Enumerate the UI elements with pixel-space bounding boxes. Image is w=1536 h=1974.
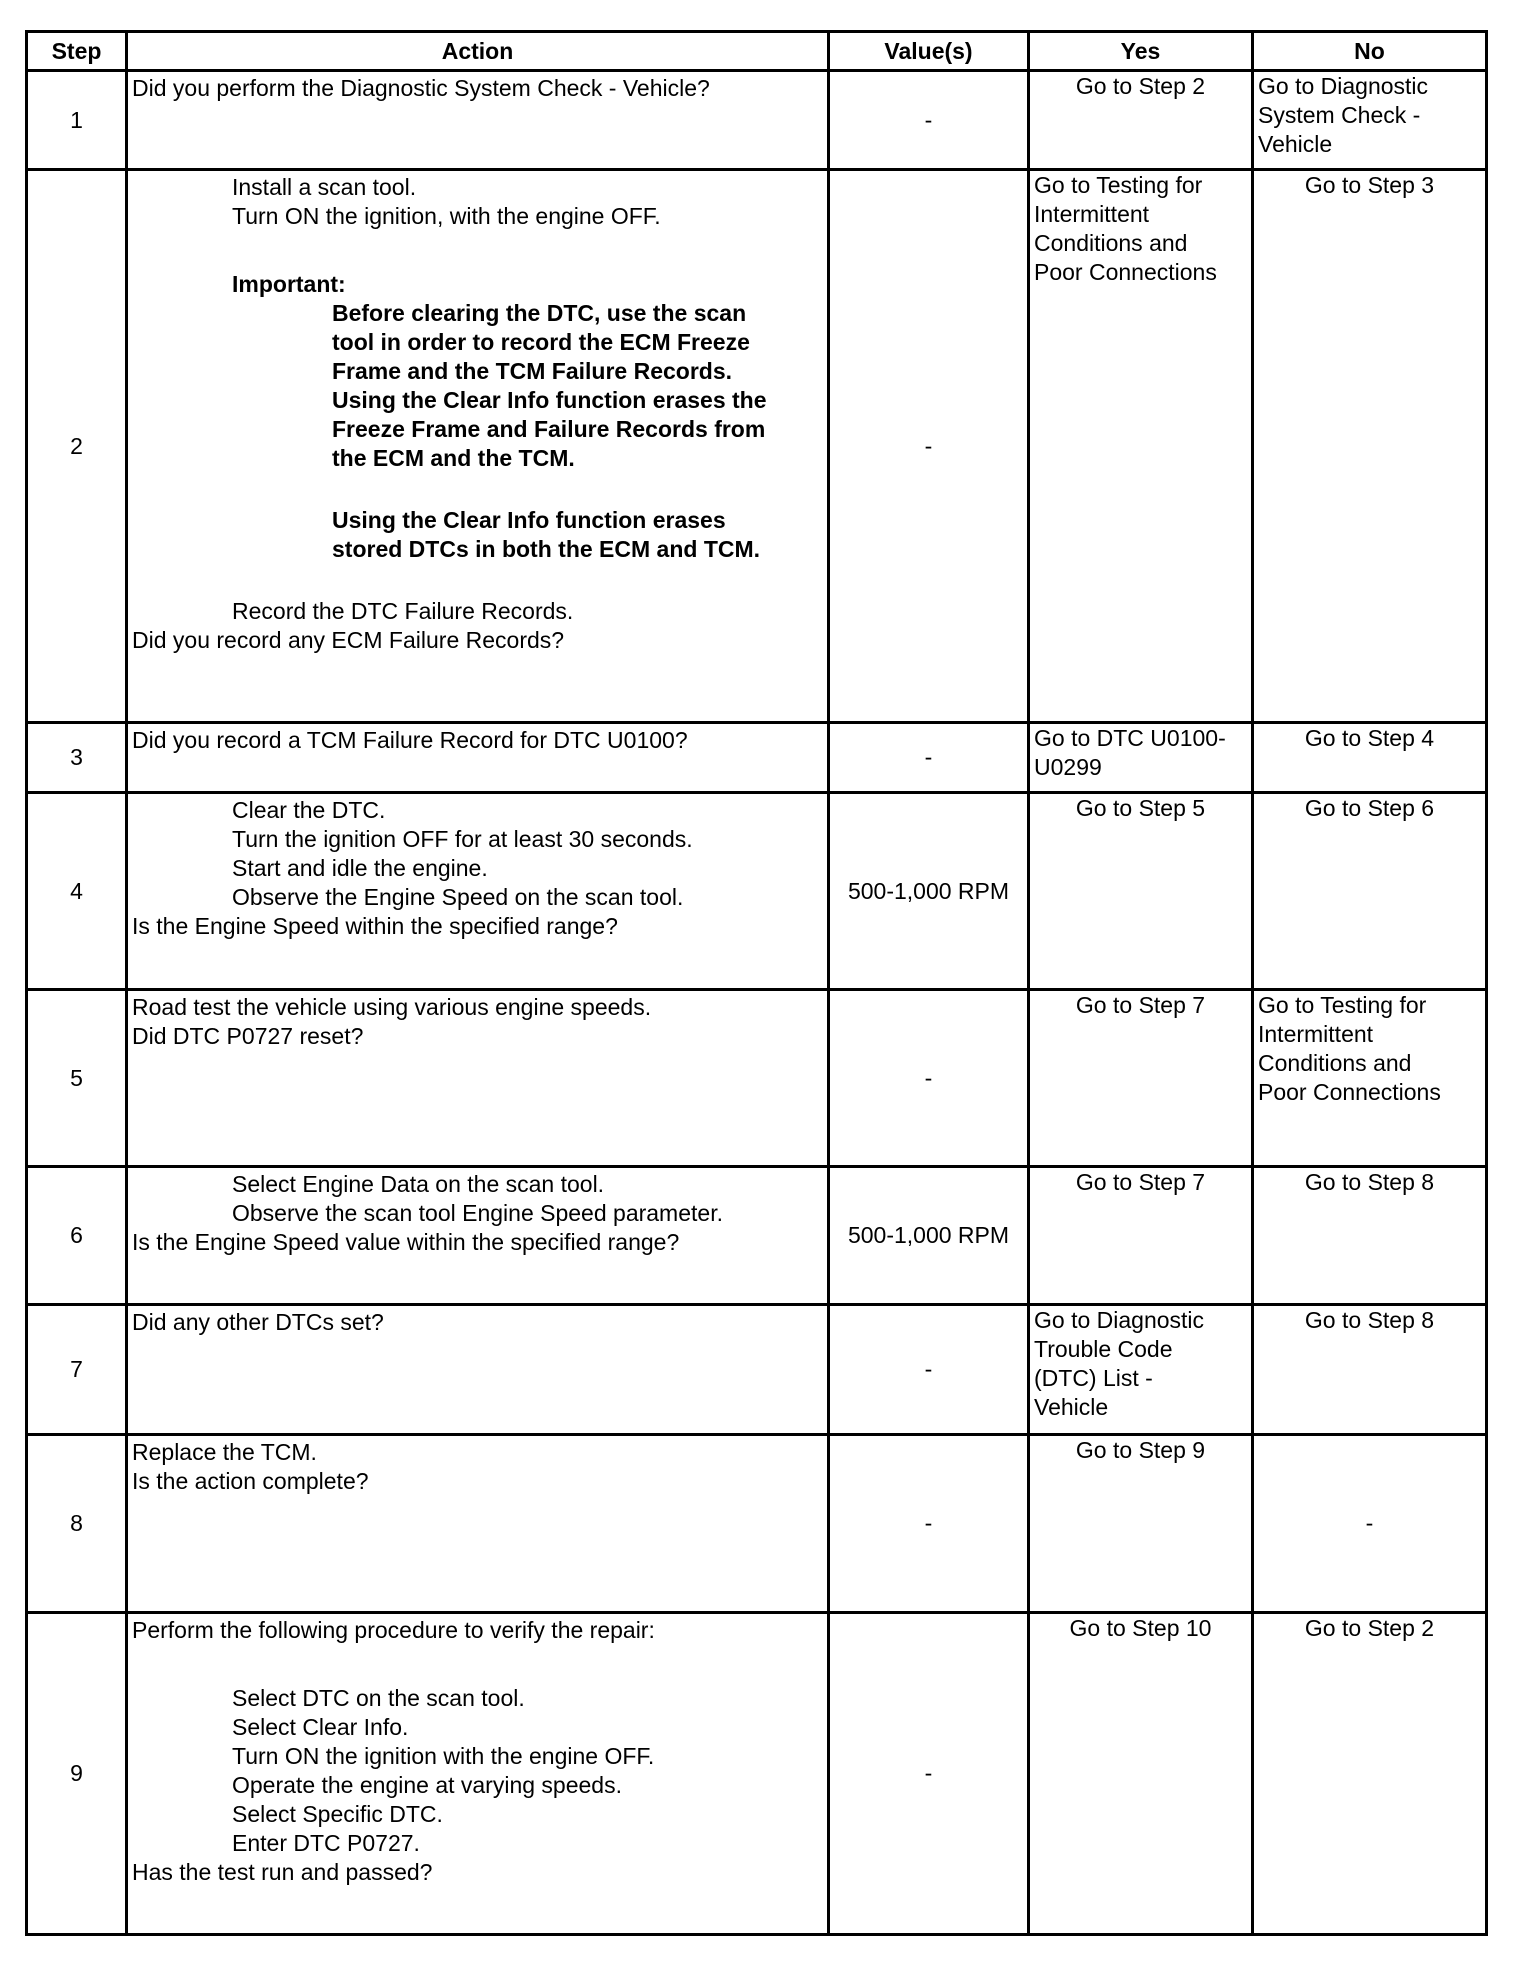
diagnostic-table (25, 30, 1488, 1936)
action-question: Did you record any ECM Failure Records? (132, 627, 565, 653)
action-intro: Road test the vehicle using various engine speeds. (132, 994, 652, 1020)
action-intro: Perform the following procedure to verify the repair: (132, 1617, 655, 1643)
no-target: Go to Step 6 (1304, 795, 1435, 821)
action-question: Has the test run and passed? (132, 1859, 433, 1885)
no-cell (1253, 1167, 1487, 1305)
no-target: Go to Step 3 (1304, 172, 1435, 198)
action-question: Is the Engine Speed value within the specified range? (132, 1229, 680, 1255)
table-row (27, 1167, 1487, 1305)
values-cell: - (829, 723, 1029, 793)
action-steps: Select DTC on the scan tool. Select Clear Info. Turn ON the ignition with the engine OFF. Operate the engine at varying speeds. Select Specific DTC. Enter DTC P0727. (232, 1685, 655, 1856)
values-cell: - (829, 1435, 1029, 1613)
no-cell (1253, 1613, 1487, 1935)
yes-cell (1029, 723, 1253, 793)
action-steps: Clear the DTC. Turn the ignition OFF for at least 30 seconds. Start and idle the engine. Observe the Engine Speed on the scan tool. (232, 797, 693, 910)
table-row (27, 990, 1487, 1167)
header-step: Step (27, 32, 127, 71)
table-row (27, 71, 1487, 170)
step-number: 2 (27, 170, 127, 723)
no-cell: - (1253, 1435, 1487, 1613)
yes-cell (1029, 1435, 1253, 1613)
action-cell (127, 1613, 829, 1935)
header-yes: Yes (1029, 32, 1253, 71)
table-row (27, 170, 1487, 723)
no-cell (1253, 793, 1487, 990)
values-cell: - (829, 71, 1029, 170)
yes-target: Go to Step 7 (1075, 1169, 1206, 1195)
table-row (27, 1435, 1487, 1613)
header-action: Action (127, 32, 829, 71)
yes-cell (1029, 1305, 1253, 1435)
no-target: Go to Diagnostic System Check - Vehicle (1258, 73, 1429, 157)
step-number: 5 (27, 990, 127, 1167)
action-question: Did any other DTCs set? (132, 1309, 384, 1335)
table-row (27, 1305, 1487, 1435)
yes-target: Go to DTC U0100- U0299 (1034, 725, 1226, 780)
no-cell (1253, 1305, 1487, 1435)
table-row (27, 723, 1487, 793)
action-steps: Record the DTC Failure Records. (232, 598, 574, 624)
important-text: Using the Clear Info function erases stored DTCs in both the ECM and TCM. (332, 507, 761, 562)
no-target: Go to Step 8 (1304, 1307, 1435, 1333)
values-cell: - (829, 990, 1029, 1167)
yes-target: Go to Step 2 (1075, 73, 1206, 99)
action-cell (127, 1305, 829, 1435)
no-target: Go to Step 4 (1304, 725, 1435, 751)
yes-cell (1029, 170, 1253, 723)
yes-cell (1029, 1167, 1253, 1305)
action-cell (127, 170, 829, 723)
action-question: Did DTC P0727 reset? (132, 1023, 364, 1049)
values-cell: 500-1,000 RPM (829, 793, 1029, 990)
action-question: Is the Engine Speed within the specified range? (132, 913, 618, 939)
yes-cell (1029, 71, 1253, 170)
step-number: 7 (27, 1305, 127, 1435)
step-number: 6 (27, 1167, 127, 1305)
no-cell (1253, 990, 1487, 1167)
action-cell (127, 1435, 829, 1613)
step-number: 9 (27, 1613, 127, 1935)
action-cell (127, 990, 829, 1167)
yes-target: Go to Diagnostic Trouble Code (DTC) List - Vehicle (1034, 1307, 1205, 1420)
action-steps: Select Engine Data on the scan tool. Observe the scan tool Engine Speed parameter. (232, 1171, 723, 1226)
action-steps: Install a scan tool. Turn ON the ignition, with the engine OFF. (232, 174, 661, 229)
values-cell: - (829, 1305, 1029, 1435)
action-intro: Replace the TCM. (132, 1439, 317, 1465)
no-target: Go to Step 8 (1304, 1169, 1435, 1195)
yes-target: Go to Step 7 (1075, 992, 1206, 1018)
yes-target: Go to Step 10 (1069, 1615, 1212, 1641)
action-question: Did you perform the Diagnostic System Check - Vehicle? (132, 75, 710, 101)
no-cell (1253, 723, 1487, 793)
header-row (27, 32, 1487, 71)
yes-target: Go to Step 9 (1075, 1437, 1206, 1463)
yes-cell (1029, 793, 1253, 990)
step-number: 3 (27, 723, 127, 793)
action-cell (127, 1167, 829, 1305)
header-values: Value(s) (829, 32, 1029, 71)
values-cell: 500-1,000 RPM (829, 1167, 1029, 1305)
important-label: Important: (232, 271, 346, 297)
yes-cell (1029, 1613, 1253, 1935)
header-no: No (1253, 32, 1487, 71)
table-row (27, 793, 1487, 990)
yes-target: Go to Testing for Intermittent Conditions and Poor Connections (1034, 172, 1217, 285)
action-cell (127, 793, 829, 990)
no-cell (1253, 71, 1487, 170)
step-number: 1 (27, 71, 127, 170)
action-question: Is the action complete? (132, 1468, 369, 1494)
no-target: Go to Testing for Intermittent Conditions and Poor Connections (1258, 992, 1441, 1105)
no-cell (1253, 170, 1487, 723)
action-cell (127, 723, 829, 793)
step-number: 8 (27, 1435, 127, 1613)
values-cell: - (829, 170, 1029, 723)
no-target: Go to Step 2 (1304, 1615, 1435, 1641)
table-row (27, 1613, 1487, 1935)
action-question: Did you record a TCM Failure Record for DTC U0100? (132, 727, 688, 753)
yes-cell (1029, 990, 1253, 1167)
values-cell: - (829, 1613, 1029, 1935)
yes-target: Go to Step 5 (1075, 795, 1206, 821)
step-number: 4 (27, 793, 127, 990)
important-text: Before clearing the DTC, use the scan tool in order to record the ECM Freeze Frame and the TCM Failure Records. Using the Clear Info function erases the Freeze Frame and Failure Records from the ECM and the TCM. (332, 300, 767, 471)
action-cell (127, 71, 829, 170)
